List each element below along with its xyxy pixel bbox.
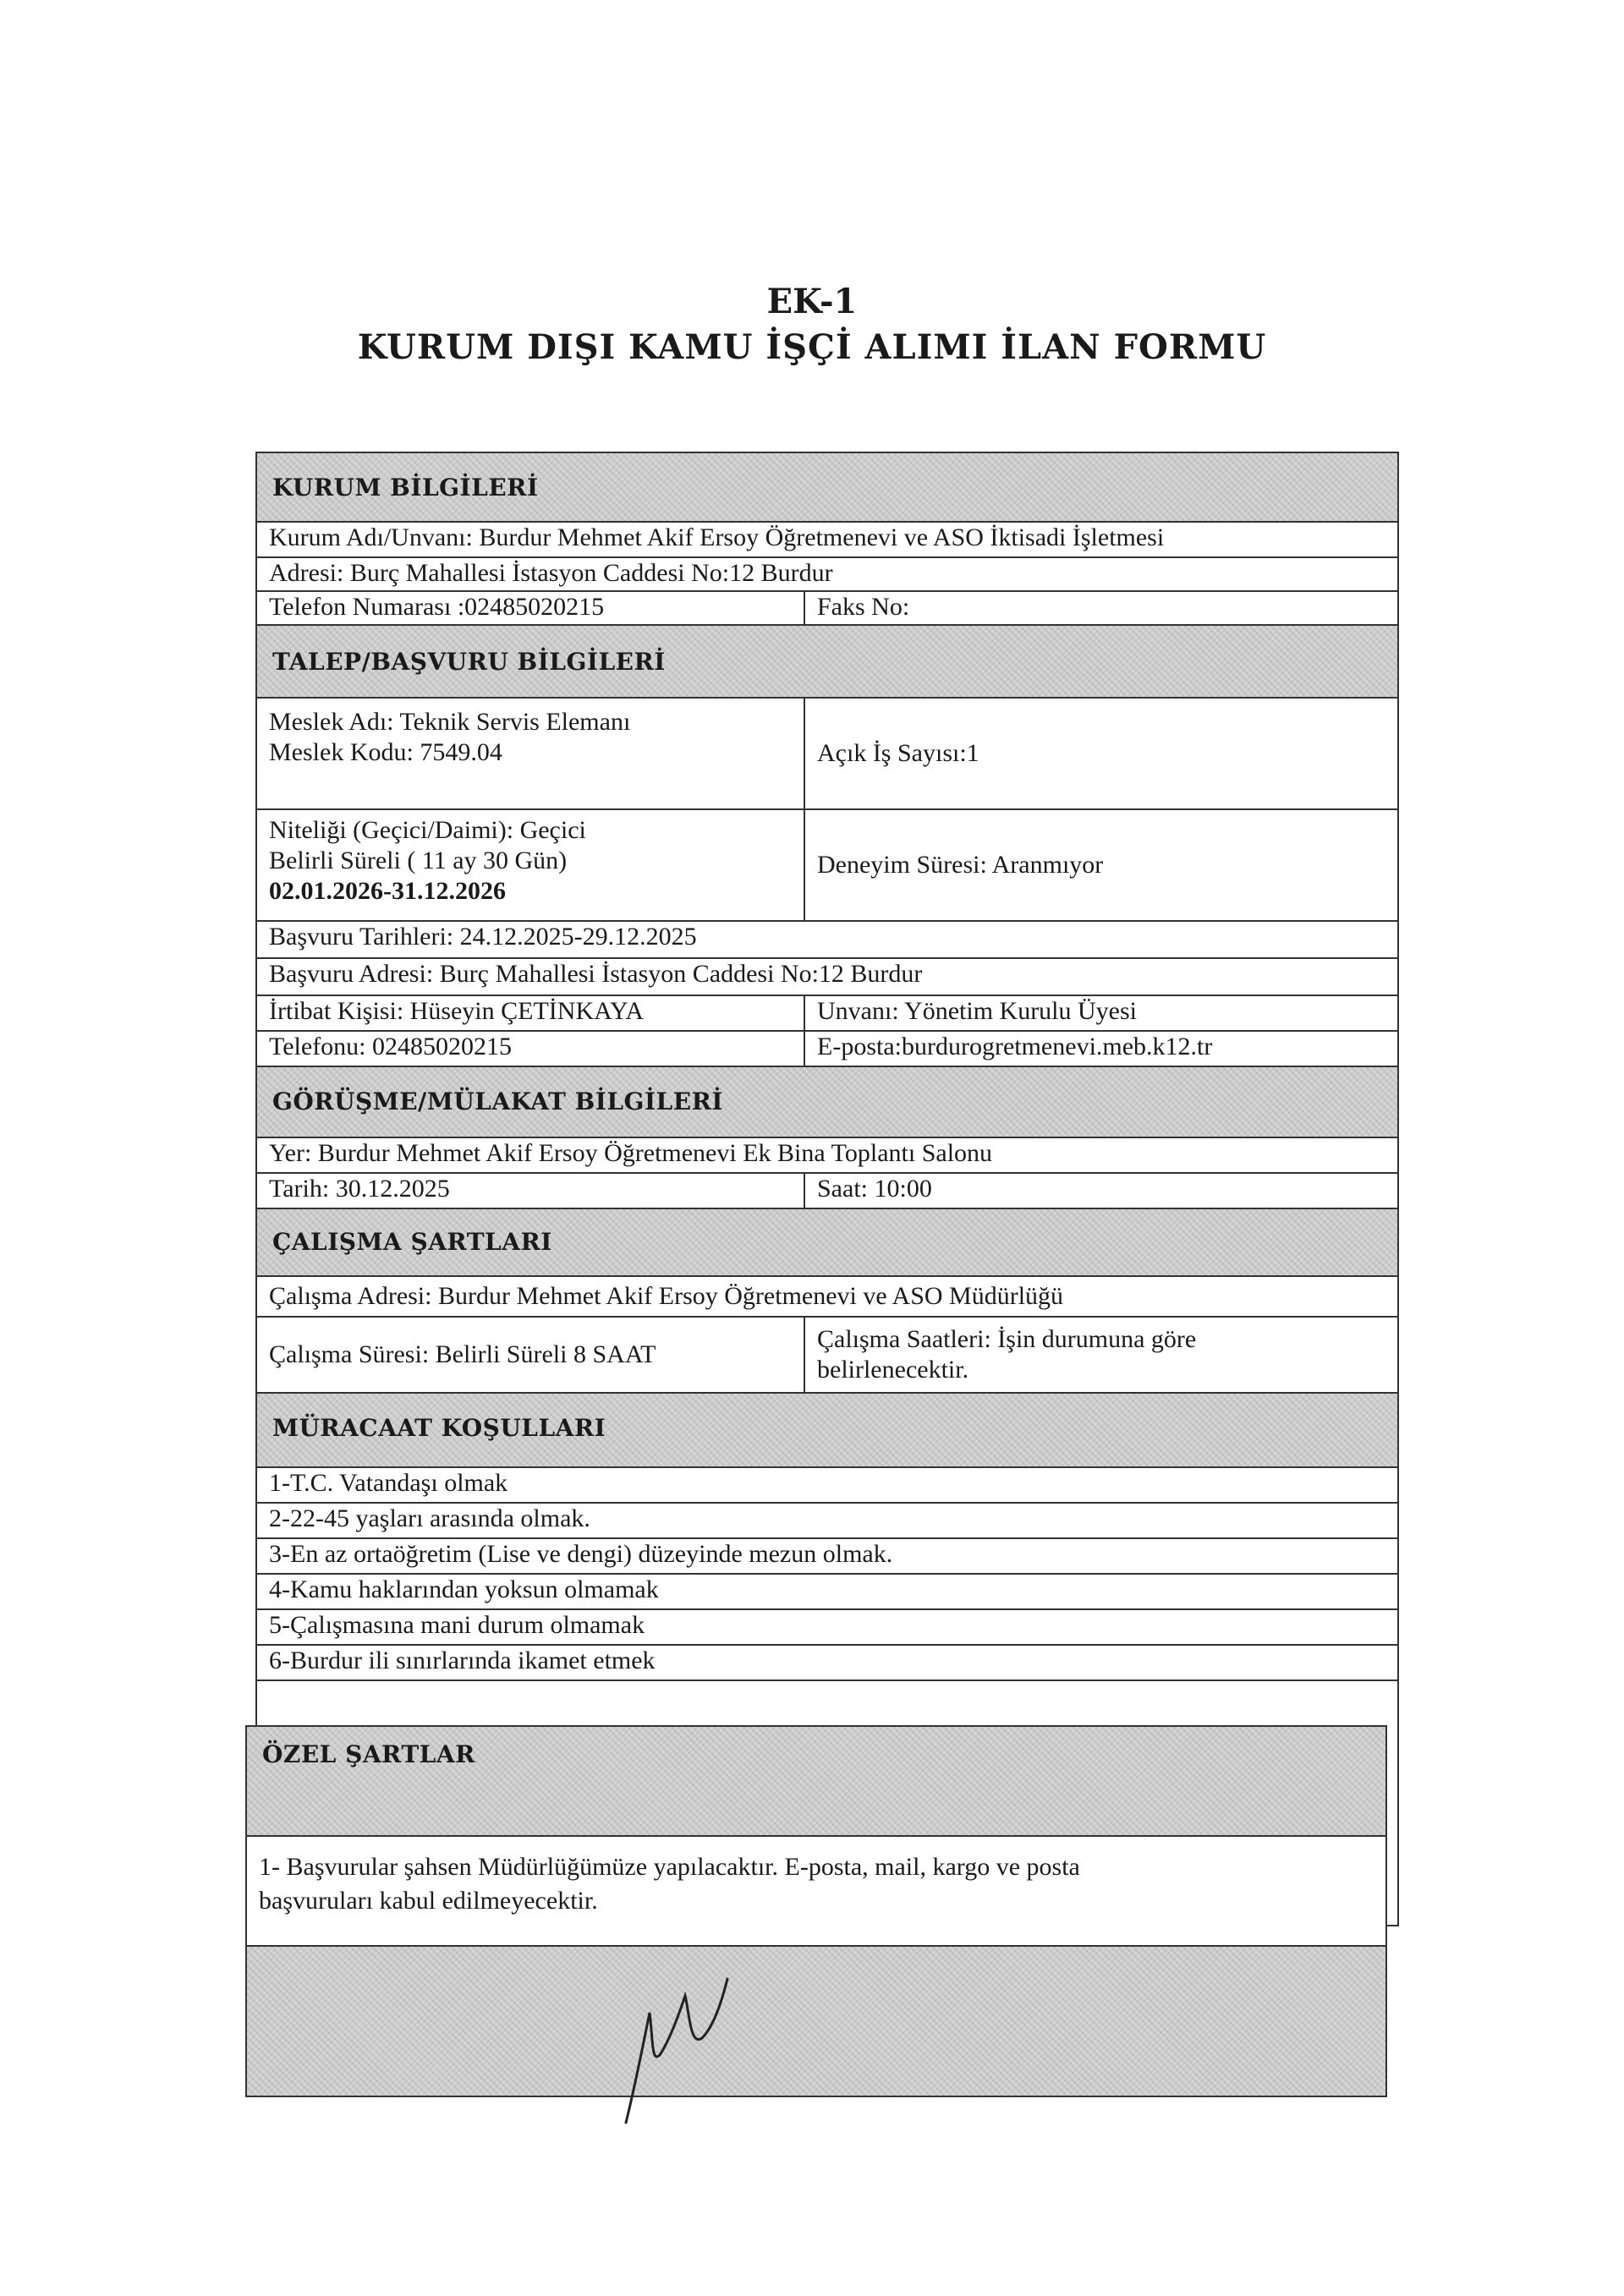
kurum-adres-row xyxy=(257,558,1397,592)
section-calisma-header xyxy=(257,1209,1397,1277)
section-gorusme-header xyxy=(257,1067,1397,1138)
niteligi: Niteliği (Geçici/Daimi): Geçici xyxy=(269,816,586,844)
section-muracaat-title: MÜRACAAT KOŞULLARI xyxy=(272,1414,606,1442)
section-talep-title: TALEP/BAŞVURU BİLGİLERİ xyxy=(272,648,666,676)
ozel-sart-line-2: başvuruları kabul edilmeyecektir. xyxy=(259,1887,598,1915)
irtibat-kisisi: İrtibat Kişisi: Hüseyin ÇETİNKAYA xyxy=(269,997,645,1025)
calisma-suresi: Çalışma Süresi: Belirli Süreli 8 SAAT xyxy=(269,1340,656,1368)
calisma-saatleri-line-2: belirlenecektir. xyxy=(817,1356,969,1384)
kurum-telefon: Telefon Numarası :02485020215 xyxy=(269,593,605,621)
ozel-sart-row xyxy=(247,1837,1385,1947)
meslek-kodu: Meslek Kodu: 7549.04 xyxy=(269,738,502,766)
irtibat-eposta: E-posta:burdurogretmenevi.meb.k12.tr xyxy=(804,1032,1399,1066)
basvuru-tarihleri: Başvuru Tarihleri: 24.12.2025-29.12.2025 xyxy=(269,923,697,951)
kosul-row xyxy=(257,1539,1397,1575)
irtibat-unvani: Unvanı: Yönetim Kurulu Üyesi xyxy=(804,996,1399,1030)
section-talep-header xyxy=(257,626,1397,699)
kosul-row xyxy=(257,1504,1397,1539)
ozel-sart-text xyxy=(247,1837,1385,1945)
kurum-adres: Adresi: Burç Mahallesi İstasyon Caddesi No:12 Burdur xyxy=(269,559,833,587)
iletisim-row xyxy=(257,1032,1397,1067)
ozel-sartlar-block xyxy=(245,1725,1387,2097)
gorusme-saat: Saat: 10:00 xyxy=(804,1174,1399,1208)
calisma-tarih-araligi: 02.01.2026-31.12.2026 xyxy=(269,877,506,905)
form-header xyxy=(0,279,1624,370)
calisma-saatleri-line-1: Çalışma Saatleri: İşin durumuna göre xyxy=(817,1325,1197,1353)
basvuru-adresi: Başvuru Adresi: Burç Mahallesi İstasyon Caddesi No:12 Burdur xyxy=(269,960,923,988)
nitelik-row xyxy=(257,810,1397,922)
kosul-item: 4-Kamu haklarından yoksun olmamak xyxy=(269,1575,659,1603)
irtibat-telefonu: Telefonu: 02485020215 xyxy=(269,1033,513,1060)
kosul-item: 5-Çalışmasına mani durum olmamak xyxy=(269,1611,645,1639)
kosul-item: 3-En az ortaöğretim (Lise ve dengi) düzeyinde mezun olmak. xyxy=(269,1540,893,1568)
calisma-adresi: Çalışma Adresi: Burdur Mehmet Akif Ersoy Öğretmenevi ve ASO Müdürlüğü xyxy=(269,1282,1064,1310)
meslek-row xyxy=(257,699,1397,810)
calisma-adres-row xyxy=(257,1277,1397,1318)
section-kurum-title: KURUM BİLGİLERİ xyxy=(272,474,539,501)
kurum-telefon-row xyxy=(257,592,1397,626)
calisma-sure-row xyxy=(257,1318,1397,1394)
kosul-item: 6-Burdur ili sınırlarında ikamet etmek xyxy=(269,1647,656,1674)
belirli-sureli: Belirli Süreli ( 11 ay 30 Gün) xyxy=(269,847,568,874)
calisma-saatleri xyxy=(804,1318,1399,1392)
meslek-cell xyxy=(257,699,804,808)
section-kurum-header xyxy=(257,453,1397,523)
section-ozel-title: ÖZEL ŞARTLAR xyxy=(262,1740,475,1768)
kosul-item: 2-22-45 yaşları arasında olmak. xyxy=(269,1504,590,1532)
section-calisma-title: ÇALIŞMA ŞARTLARI xyxy=(272,1228,552,1256)
kosul-item: 1-T.C. Vatandaşı olmak xyxy=(269,1469,508,1497)
section-muracaat-header xyxy=(257,1394,1397,1468)
irtibat-row xyxy=(257,996,1397,1032)
meslek-adi: Meslek Adı: Teknik Servis Elemanı xyxy=(269,708,631,736)
basvuru-tarihleri-row xyxy=(257,922,1397,959)
section-gorusme-title: GÖRÜŞME/MÜLAKAT BİLGİLERİ xyxy=(272,1088,723,1115)
kurum-faks: Faks No: xyxy=(804,592,1399,624)
basvuru-adresi-row xyxy=(257,959,1397,996)
deneyim-suresi: Deneyim Süresi: Aranmıyor xyxy=(804,810,1399,920)
nitelik-cell xyxy=(257,810,804,920)
gorusme-tarih: Tarih: 30.12.2025 xyxy=(269,1175,450,1203)
gorusme-yer-row xyxy=(257,1138,1397,1174)
signature-icon xyxy=(609,1962,744,2131)
kurum-adi-row xyxy=(257,523,1397,558)
kosul-row xyxy=(257,1468,1397,1504)
gorusme-yer: Yer: Burdur Mehmet Akif Ersoy Öğretmenevi Ek Bina Toplantı Salonu xyxy=(269,1139,993,1167)
kosul-row xyxy=(257,1610,1397,1646)
kosul-row xyxy=(257,1575,1397,1610)
signature-area xyxy=(247,1947,1385,2096)
gorusme-tarih-row xyxy=(257,1174,1397,1209)
form-title: KURUM DIŞI KAMU İŞÇİ ALIMI İLAN FORMU xyxy=(357,327,1267,367)
acik-is-sayisi: Açık İş Sayısı:1 xyxy=(804,699,1399,808)
annex-code: EK-1 xyxy=(766,282,858,321)
announcement-form xyxy=(255,452,1399,1926)
ozel-sart-line-1: 1- Başvurular şahsen Müdürlüğümüze yapılacaktır. E-posta, mail, kargo ve posta xyxy=(259,1853,1080,1881)
kosul-row xyxy=(257,1646,1397,1681)
section-ozel-header xyxy=(247,1727,1385,1837)
kurum-adi: Kurum Adı/Unvanı: Burdur Mehmet Akif Ersoy Öğretmenevi ve ASO İktisadi İşletmesi xyxy=(269,523,1165,551)
